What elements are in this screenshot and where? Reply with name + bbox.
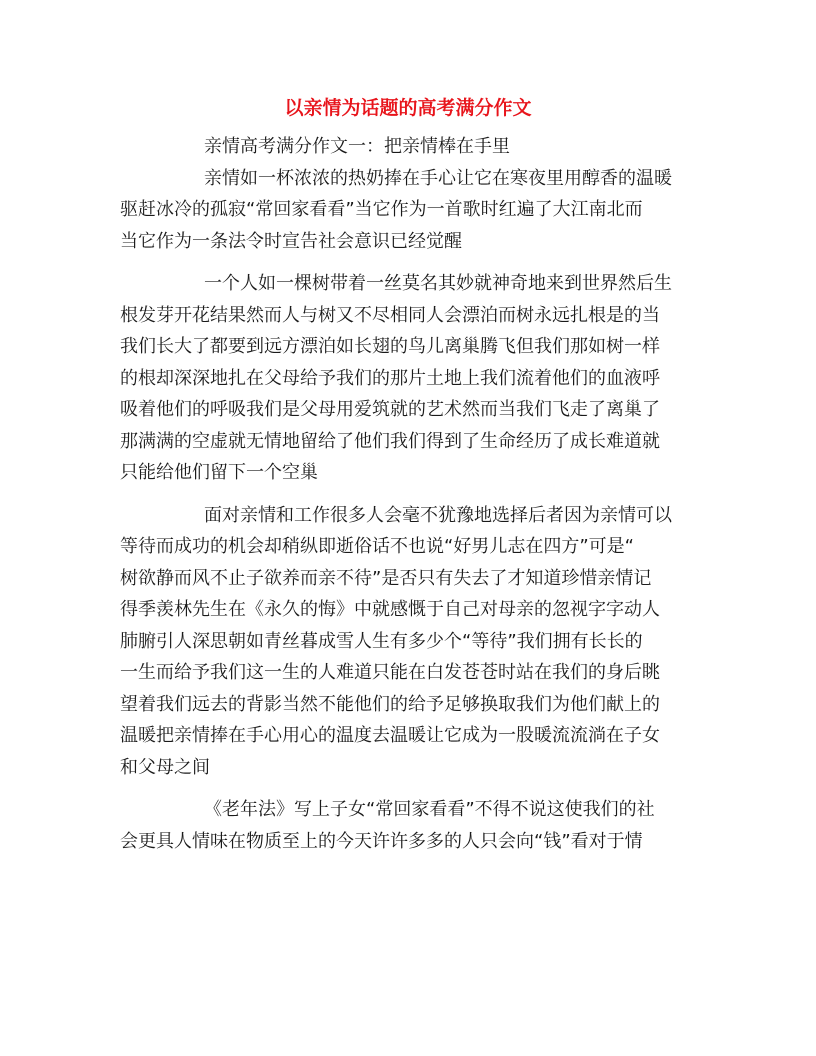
paragraph-line: 亲情如一杯浓浓的热奶捧在手心让它在寒夜里用醇香的温暖 — [204, 167, 672, 189]
paragraph-line: 吸着他们的呼吸我们是父母用爱筑就的艺术然而当我们飞走了离巢了 — [120, 399, 660, 420]
paragraph-line: 望着我们远去的背影当然不能他们的给予足够换取我们为他们献上的 — [120, 693, 660, 715]
paragraph-line: 和父母之间 — [120, 756, 210, 778]
paragraph-line: 树欲静而风不止子欲养而亲不待”是否只有失去了才知道珍惜亲情记 — [120, 567, 652, 589]
paragraph-line: 温暖把亲情捧在手心用心的温度去温暖让它成为一股暖流流淌在子女 — [120, 725, 660, 746]
paragraph-line: 我们长大了都要到远方漂泊如长翅的鸟儿离巢腾飞但我们那如树一样 — [120, 336, 660, 357]
paragraph-line: 一个人如一棵树带着一丝莫名其妙就神奇地来到世界然后生 — [204, 273, 672, 294]
paragraph-line: 肺腑引人深思朝如青丝暮成雪人生有多少个“等待”我们拥有长长的 — [120, 630, 643, 652]
document-body — [120, 131, 697, 857]
paragraph-4 — [120, 794, 697, 857]
paragraph-line: 一生而给予我们这一生的人难道只能在白发苍苍时站在我们的身后眺 — [120, 662, 660, 683]
paragraph-line: 的根却深深地扎在父母给予我们的那片土地上我们流着他们的血液呼 — [120, 367, 660, 389]
paragraph-line: 驱赶冰冷的孤寂“常回家看看”当它作为一首歌时红遍了大江南北而 — [120, 199, 643, 220]
paragraph-line: 那满满的空虚就无情地留给了他们我们得到了生命经历了成长难道就 — [120, 430, 660, 452]
essay-subtitle: 亲情高考满分作文一：把亲情棒在手里 — [204, 136, 510, 157]
document-title: 以亲情为话题的高考满分作文 — [284, 97, 532, 119]
paragraph-line: 只能给他们留下一个空巢 — [120, 462, 318, 483]
paragraph-1 — [120, 163, 697, 258]
paragraph-line: 等待而成功的机会却稍纵即逝俗话不也说“好男儿志在四方”可是“ — [120, 536, 634, 557]
paragraph-line: 当它作为一条法令时宣告社会意识已经觉醒 — [120, 230, 462, 252]
paragraph-line: 得季羡林先生在《永久的悔》中就感慨于自己对母亲的忽视字字动人 — [120, 599, 660, 620]
paragraph-line: 根发芽开花结果然而人与树又不尽相同人会漂泊而树永远扎根是的当 — [120, 304, 660, 326]
paragraph-3 — [120, 500, 697, 784]
paragraph-line: 面对亲情和工作很多人会毫不犹豫地选择后者因为亲情可以 — [204, 504, 672, 526]
paragraph-line: 会更具人情味在物质至上的今天许许多多的人只会向“钱”看对于情 — [120, 830, 643, 852]
paragraph-line: 《老年法》写上子女“常回家看看”不得不说这使我们的社 — [204, 799, 655, 820]
paragraph-2 — [120, 268, 697, 489]
